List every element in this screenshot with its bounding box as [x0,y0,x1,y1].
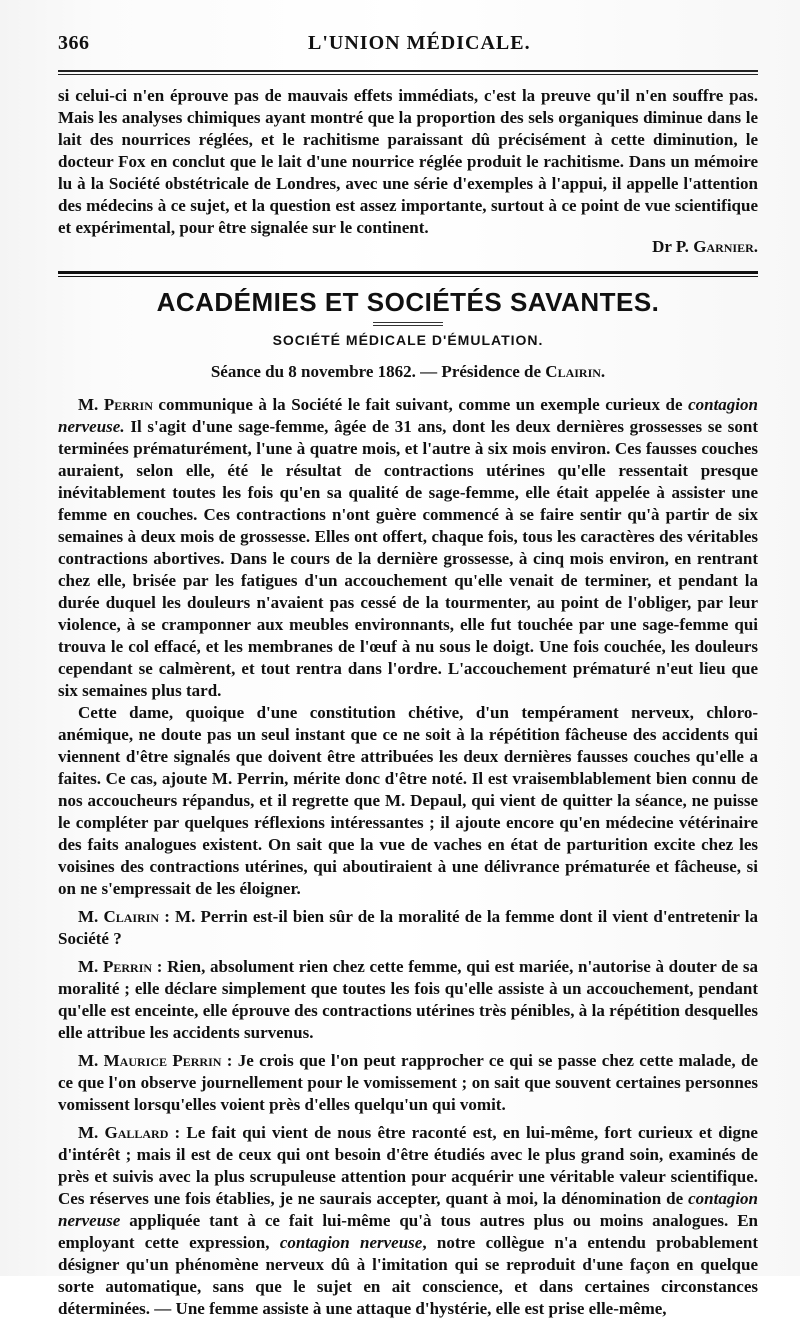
paragraph-text: appliquée tant à ce fait lui-même qu'à tous autres plus ou moins analogues. En employant cette expression, [58,1211,758,1252]
signature-name: Garnier. [693,237,758,256]
header-rule [58,70,758,75]
speaker-name: M. Maurice Perrin [78,1051,222,1070]
society-heading: SOCIÉTÉ MÉDICALE D'ÉMULATION. [272,332,544,348]
paragraph-text: Il s'agit d'une sage-femme, âgée de 31 ans, dont les deux dernières grossesses se sont terminées prématurément, l'une à quatre mois, et l'autre à six mois environ. Ces fausses couches auraient, selon elle, été le résultat de contractions utérines qu'elle ressentait presque inévitablement toutes les fois qu'en sa qualité de sage-femme, elle était appelée à assister une femme en couches. Ces contractions n'ont guère commencé à se faire sentir qu'à partir de six semaines à deux mois de grossesse. Elles ont offert, chaque fois, tous les caractères des véritables contractions abortives. Dans le cours de la dernière grossesse, à cinq mois environ, en rentrant chez elle, brisée par les fatigues d'un accouchement qu'elle venait de terminer, et pendant la durée duquel les douleurs n'avaient pas cessé de la tourmenter, au point de l'obliger, par leur violence, à se cramponner aux meubles environnants, elle fut touchée par une sage-femme qui trouva le col effacé, et les membranes de l'œuf à nu sous le doigt. Une fois couchée, les douleurs cependant se calmèrent, et tout rentra dans l'ordre. L'accouchement prématuré n'eut lieu que six semaines plus tard. [58,417,758,700]
italic-term: contagion nerveuse [58,1189,758,1230]
section-divider [58,271,758,277]
intro-paragraph: si celui-ci n'en éprouve pas de mauvais effets immédiats, c'est la preuve qu'il n'en souffre pas. Mais les analyses chimiques ayant montré que la proportion des sels organiques diminue dans le lait des nourrices réglées, et le rachitisme paraissant dû précisément à cette diminution, le docteur Fox en conclut que le lait d'une nourrice réglée produit le rachitisme. Dans un mémoire lu à la Société obstétricale de Londres, avec une série d'exemples à l'appui, il appelle l'attention des médecins à ce sujet, et la question est assez importante, surtout à ce point de vue scientifique et expérimental, pour être signalée sur le continent. [58,86,758,237]
title-ornament-rule [373,322,443,326]
paragraph-text: : Le fait qui vient de nous être raconté est, en lui-même, fort curieux et digne d'intérêt ; mais il est de ceux qui ont besoin d'être étudiés avec le plus grand soin, examinés de près et suivis avec la plus scrupuleuse attention pour acquérir une véritable valeur scientifique. Ces réserves une fois établies, je ne saurais accepter, quant à moi, la dénomination de [58,1123,758,1208]
section-title: ACADÉMIES ET SOCIÉTÉS SAVANTES. [156,287,660,317]
speaker-name: M. Perrin [78,957,153,976]
speaker-name: M. Clairin [78,907,160,926]
paragraph-text: : M. Perrin est-il bien sûr de la moralité de la femme dont il vient d'entretenir la Société ? [58,907,758,948]
session-president: Clairin. [545,362,606,381]
signature-prefix: Dr P. [652,237,694,256]
paragraph-perrin-communication [58,394,758,702]
paragraph-case-discussion: Cette dame, quoique d'une constitution chétive, d'un tempérament nerveux, chloro-anémique, ne doute pas un seul instant que ce ne soit à la répétition fâcheuse des accidents qui viennent d'être signalés que doivent être attribuées les deux dernières fausses couches qu'elle a faites. Ce cas, ajoute M. Perrin, mérite donc d'être noté. Il est vraisemblablement bien connu de nos accoucheurs répandus, et il regrette que M. Depaul, qui vient de quitter la séance, ne puisse le compléter par quelques réflexions intéressantes ; il ajoute encore qu'en médecine vétérinaire des faits analogues existent. On sait que la vue de vaches en état de parturition excite chez les voisines des contractions utérines, qui aboutiraient à une délivrance prématurée et fâcheuse, si on ne s'empressait de les éloigner. [58,703,758,898]
journal-title: L'UNION MÉDICALE. [308,32,531,54]
italic-term: contagion nerveuse [279,1233,423,1252]
paragraph-text: communique à la Société le fait suivant, comme un exemple curieux de [152,395,689,414]
paragraph-maurice-perrin [58,1050,758,1116]
speaker-name: M. Gallard [78,1123,169,1142]
paragraph-text: : Rien, absolument rien chez cette femme, qui est mariée, n'autorise à douter de sa moralité ; elle déclare simplement que toutes les fois qu'elle assiste à un accouchement, pendant qu'elle est enceinte, elle éprouve des contractions utérines très pénibles, à la répétition desquelles elle attribue les accidents survenus. [58,957,758,1042]
italic-term: contagion nerveuse. [58,395,758,436]
session-text: Séance du 8 novembre 1862. — Présidence de [210,362,546,381]
paragraph-text: , notre collègue n'a entendu probablement désigner qu'un phénomène nerveux dû à l'imitation qui se reproduit d'une façon en quelque sorte automatique, sans que le sujet en ait conscience, et dans certaines circonstances déterminées. — Une femme assiste à une attaque d'hystérie, elle est prise elle-même, [58,1233,758,1318]
running-head [58,30,758,62]
paragraph-gallard [58,1122,758,1320]
paragraph-perrin-reply [58,956,758,1044]
page-number: 366 [58,32,90,54]
speaker-name: M. Perrin [78,395,153,414]
paragraph-text: : Je crois que l'on peut rapprocher ce qui se passe chez cette malade, de ce que l'on observe journellement pour le vomissement ; on sait que souvent certaines personnes vomissent lorsqu'elles voient près d'elles quelqu'un qui vomit. [58,1051,758,1114]
author-signature [58,237,758,257]
paragraph-clairin-question [58,906,758,950]
session-line [58,362,758,382]
